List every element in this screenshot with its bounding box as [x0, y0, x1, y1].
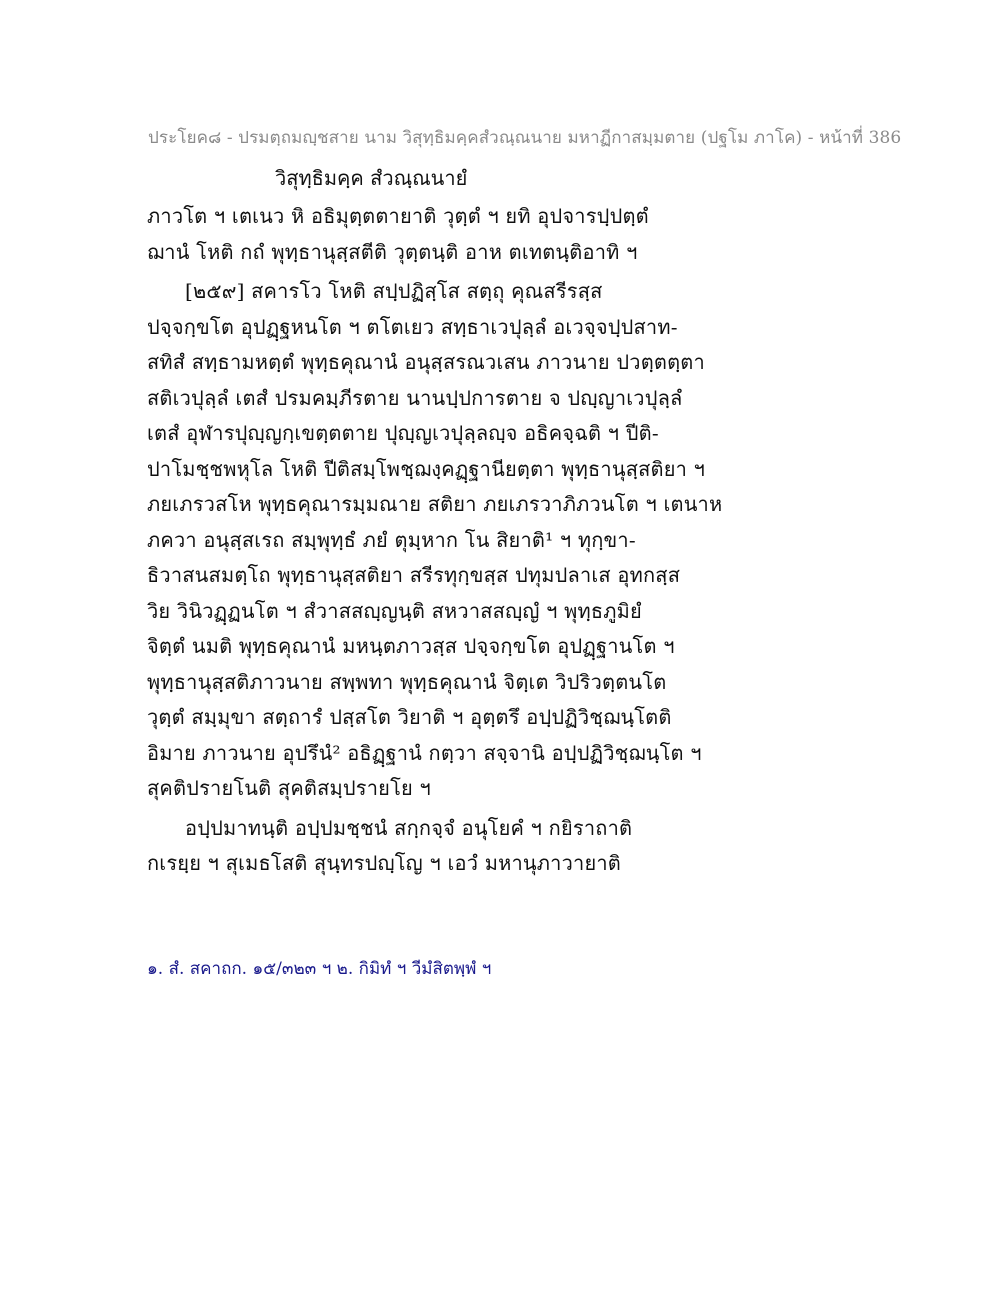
text-line-16: อิมาย ภาวนาย อุปรึนํ² อธิฏฺฐานํ กตฺวา สจฺจานิ อปฺปฏิวิชฺฌนฺโต ฯ [147, 740, 702, 765]
text-line-10: ภควา อนุสฺสเรถ สมฺพุทฺธํ ภยํ ตุมฺหาก โน สิยาติ¹ ฯ ทุกฺขา- [147, 527, 636, 552]
body-text [147, 199, 723, 882]
text-line-11: ธิวาสนสมตฺโถ พุทฺธานุสฺสติยา สรีรทุกฺขสฺส ปทุมปลาเส อุทกสฺส [147, 563, 681, 587]
text-line-6: สติเวปุลฺลํ เตสํ ปรมคมฺภีรตาย นานปฺปการตาย จ ปญฺญาเวปุลฺลํ [147, 385, 683, 410]
text-line-13: จิตฺตํ นมติ พุทฺธคุณานํ มหนฺตภาวสฺส ปจฺจกฺขโต อุปฏฺฐานโต ฯ [147, 634, 675, 658]
running-header: ประโยค๘ - ปรมตฺถมญฺชสาย นาม วิสุทฺธิมคฺคสํวณฺณนาย มหาฏีกาสมฺมตาย (ปฐโม ภาโค) - หน้าที่ 386 [148, 128, 902, 148]
text-line-17: สุคติปรายโนติ สุคติสมฺปรายโย ฯ [147, 776, 431, 800]
text-line-9: ภยเภรวสโห พุทฺธคุณารมฺมณาย สติยา ภยเภรวาภิภวนโต ฯ เตนาห [147, 492, 723, 516]
text-line-18: อปฺปมาทนฺติ อปฺปมชฺชนํ สกฺกจฺจํ อนุโยคํ ฯ กยิราถาติ [185, 815, 633, 840]
text-line-7: เตสํ อุฬารปุญฺญกฺเขตฺตตาย ปุญฺญเวปุลฺลญฺจ อธิคจฺฉติ ฯ ปีติ- [147, 421, 659, 445]
text-line-5: สทิสํ สทฺธามหตฺตํ พุทฺธคุณานํ อนุสฺสรณวเสน ภาวนาย ปวตฺตตฺตา [147, 350, 705, 374]
text-line-4: ปจฺจกฺขโต อุปฏฺฐหนโต ฯ ตโตเยว สทฺธาเวปุลฺลํ อเวจฺจปฺปสาท- [147, 314, 678, 339]
text-line-3: [๒๕๙] สคารโว โหติ สปฺปฏิสฺโส สตฺถุ คุณสรีรสฺส [185, 279, 603, 303]
text-line-15: วุตฺตํ สมฺมุขา สตฺถารํ ปสฺสโต วิยาติ ฯ อุตฺตรึ อปฺปฏิวิชฺฌนฺโตติ [147, 705, 672, 729]
footnote: ๑. สํ. สคาถก. ๑๕/๓๒๓ ฯ ๒. กิมิทํ ฯ วีมํสิตพฺพํ ฯ [147, 959, 492, 979]
text-line-1: ภาวโต ฯ เตเนว หิ อธิมุตฺตตายาติ วุตฺตํ ฯ ยทิ อุปจารปฺปตฺตํ [147, 204, 649, 228]
text-line-12: วิย วินิวฏฺฏนโต ฯ สํวาสสญฺญนฺติ สหวาสสญฺญํ ฯ พุทฺธภูมิยํ [147, 598, 642, 623]
text-line-19: กเรยฺย ฯ สุเมธโสติ สุนฺทรปญฺโญ ฯ เอวํ มหานุภาวายาติ [147, 851, 621, 875]
text-line-2: ฌานํ โหติ กถํ พุทฺธานุสฺสตีติ วุตฺตนฺติ อาห ตเทตนฺติอาทิ ฯ [147, 239, 638, 264]
text-line-8: ปาโมชฺชพหุโล โหติ ปีติสมฺโพชฺฌงฺคฏฺฐานียตฺตา พุทฺธานุสฺสติยา ฯ [147, 456, 706, 481]
page-subtitle: วิสุทฺธิมคฺค สํวณฺณนายํ [275, 166, 468, 190]
text-line-14: พุทฺธานุสฺสติภาวนาย สพฺพทา พุทฺธคุณานํ จิตฺเต วิปริวตฺตนโต [147, 669, 667, 694]
